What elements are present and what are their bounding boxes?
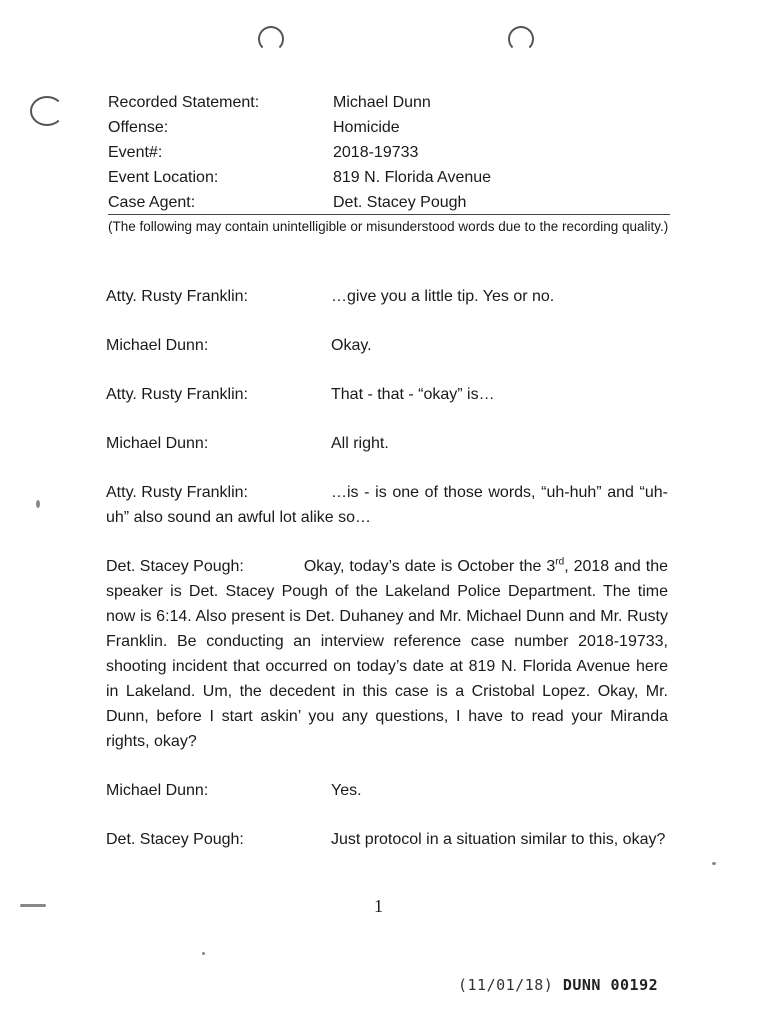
transcript-entry [106, 431, 668, 456]
speaker-label: Atty. Rusty Franklin: [106, 484, 248, 501]
scan-smudge [202, 952, 205, 955]
transcript-entry [106, 554, 668, 754]
bates-number: 00192 [610, 976, 659, 994]
scan-smudge [712, 862, 716, 865]
speaker-label: Det. Stacey Pough: [106, 831, 244, 848]
transcript-entry [106, 284, 668, 309]
transcript-entry [106, 333, 668, 358]
header-row-offense [108, 115, 670, 140]
scan-smudge [20, 904, 46, 907]
statement-text: Okay, today’s date is October the 3 [303, 558, 556, 575]
bates-prefix: DUNN [562, 976, 601, 994]
punch-hole-mark [30, 96, 64, 126]
ordinal-suffix: rd [555, 556, 565, 568]
header-label: Recorded Statement: [108, 94, 260, 111]
transcript-entry [106, 827, 668, 852]
header-divider [108, 214, 670, 215]
scan-smudge [36, 500, 40, 508]
speaker-label: Atty. Rusty Franklin: [106, 386, 248, 403]
header-value: Homicide [333, 119, 400, 136]
statement-text-continued: , 2018 and the speaker is Det. Stacey Pough of the Lakeland Police Department. The time now is 6:14. Also present is Det. Duhaney and Mr. Michael Dunn and Mr. Rusty Franklin. Be conducting an interview reference case number 2018-19733, shooting incident that occurred on today’s date at 819 N. Florida Avenue here in Lakeland. Um, the decedent in this case is a Cristobal Lopez. Okay, Mr. Dunn, before I start askin’ you any questions, I have to read your Miranda rights, okay? [106, 558, 668, 750]
punch-hole-mark [258, 26, 284, 52]
speaker-label: Det. Stacey Pough: [106, 558, 244, 575]
statement-text: …give you a little tip. Yes or no. [331, 288, 555, 305]
page-number: 1 [374, 896, 383, 916]
statement-header [108, 90, 670, 215]
punch-hole-mark [508, 26, 534, 52]
transcript-entry [106, 382, 668, 407]
header-label: Case Agent: [108, 194, 196, 211]
statement-text: That - that - “okay” is… [331, 386, 495, 403]
recording-quality-note: (The following may contain unintelligible or misunderstood words due to the recording quality.) [108, 219, 669, 234]
header-label: Event Location: [108, 169, 219, 186]
bates-stamp [458, 976, 658, 994]
speaker-label: Michael Dunn: [106, 337, 209, 354]
header-row-event-location [108, 165, 670, 190]
header-row-event-number [108, 140, 670, 165]
statement-text: All right. [331, 435, 389, 452]
speaker-label: Michael Dunn: [106, 782, 209, 799]
transcript-entry [106, 778, 668, 803]
header-label: Offense: [108, 119, 169, 136]
header-label: Event#: [108, 144, 163, 161]
statement-text: …is - is one of those words, “uh-huh” and “uh-uh” also sound an awful lot alike so… [106, 484, 668, 526]
transcript [106, 284, 668, 876]
bates-date: (11/01/18) [458, 976, 554, 994]
speaker-label: Atty. Rusty Franklin: [106, 288, 248, 305]
header-value: Det. Stacey Pough [333, 194, 467, 211]
header-row-recorded-statement [108, 90, 670, 115]
header-value: Michael Dunn [333, 94, 431, 111]
speaker-label: Michael Dunn: [106, 435, 209, 452]
header-value: 819 N. Florida Avenue [333, 169, 492, 186]
statement-text: Okay. [331, 337, 372, 354]
header-value: 2018-19733 [333, 144, 419, 161]
transcript-entry [106, 480, 668, 530]
statement-text: Just protocol in a situation similar to this, okay? [331, 831, 666, 848]
header-row-case-agent [108, 190, 670, 215]
statement-text: Yes. [331, 782, 362, 799]
